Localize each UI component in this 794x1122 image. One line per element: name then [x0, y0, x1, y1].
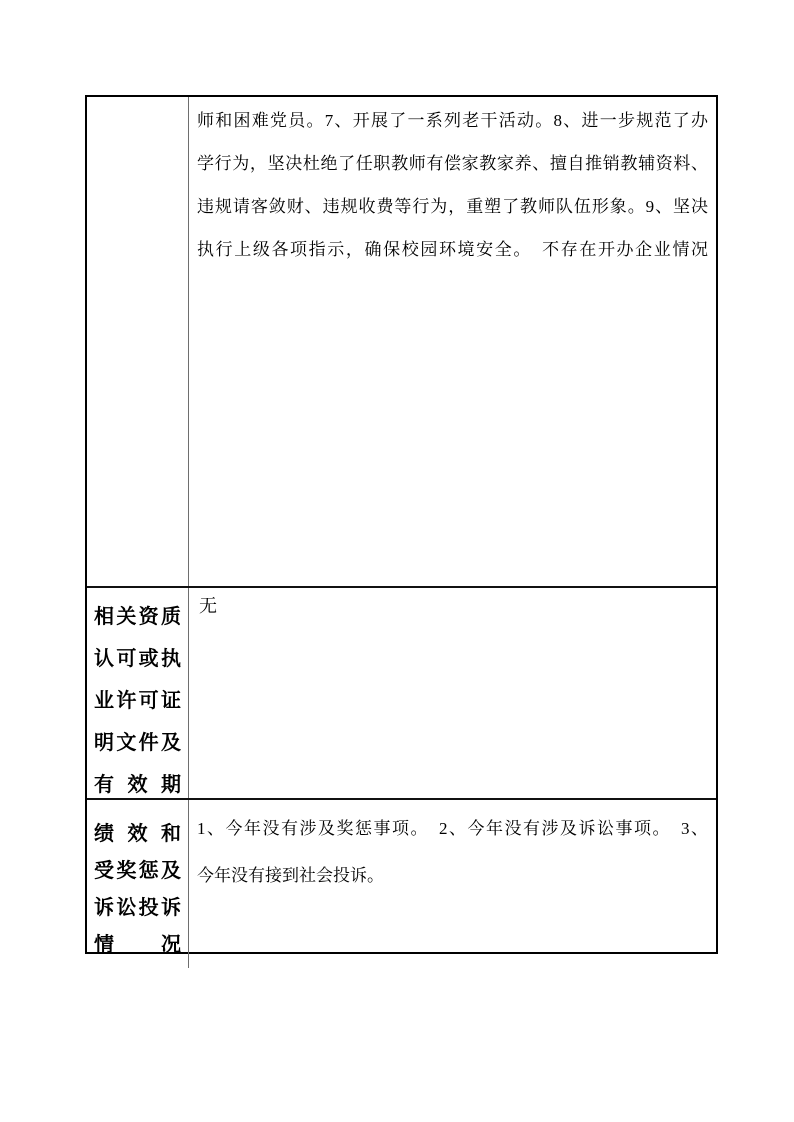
label-line: 有效期: [94, 774, 181, 796]
empty-label-cell: [87, 97, 189, 586]
label-line: 情况: [94, 934, 181, 956]
text-line: 执行上级各项指示，确保校园环境安全。 不存在开办企业情况: [197, 240, 708, 259]
label-line: 绩效和: [94, 823, 181, 845]
qualification-label: [87, 588, 189, 810]
text-line: 师和困难党员。7、开展了一系列老干活动。8、进一步规范了办: [197, 111, 708, 130]
text-line: 学行为，坚决杜绝了任职教师有偿家教家养、擅自推销教辅资料、: [197, 154, 708, 173]
text-line: 违规请客敛财、违规收费等行为，重塑了教师队伍形象。9、坚决: [197, 197, 708, 216]
work-summary-text: [189, 97, 716, 586]
text-line: 无: [199, 596, 217, 616]
annual-report-table: [85, 95, 718, 954]
performance-label: [87, 800, 189, 968]
label-line: 认可或执: [94, 648, 181, 670]
text-line: 1、今年没有涉及奖惩事项。 2、今年没有涉及诉讼事项。 3、: [197, 819, 708, 838]
text-line: 今年没有接到社会投诉。: [197, 866, 384, 885]
performance-text: [189, 800, 716, 968]
label-line: 业许可证: [94, 690, 181, 712]
qualification-value: [189, 588, 716, 810]
label-line: 诉讼投诉: [94, 897, 181, 919]
label-line: 相关资质: [94, 606, 181, 628]
row-qualification: [87, 586, 716, 798]
label-line: 明文件及: [94, 732, 181, 754]
row-work-summary-continued: [87, 97, 716, 586]
label-line: 受奖惩及: [94, 860, 181, 882]
row-performance: [87, 798, 716, 968]
